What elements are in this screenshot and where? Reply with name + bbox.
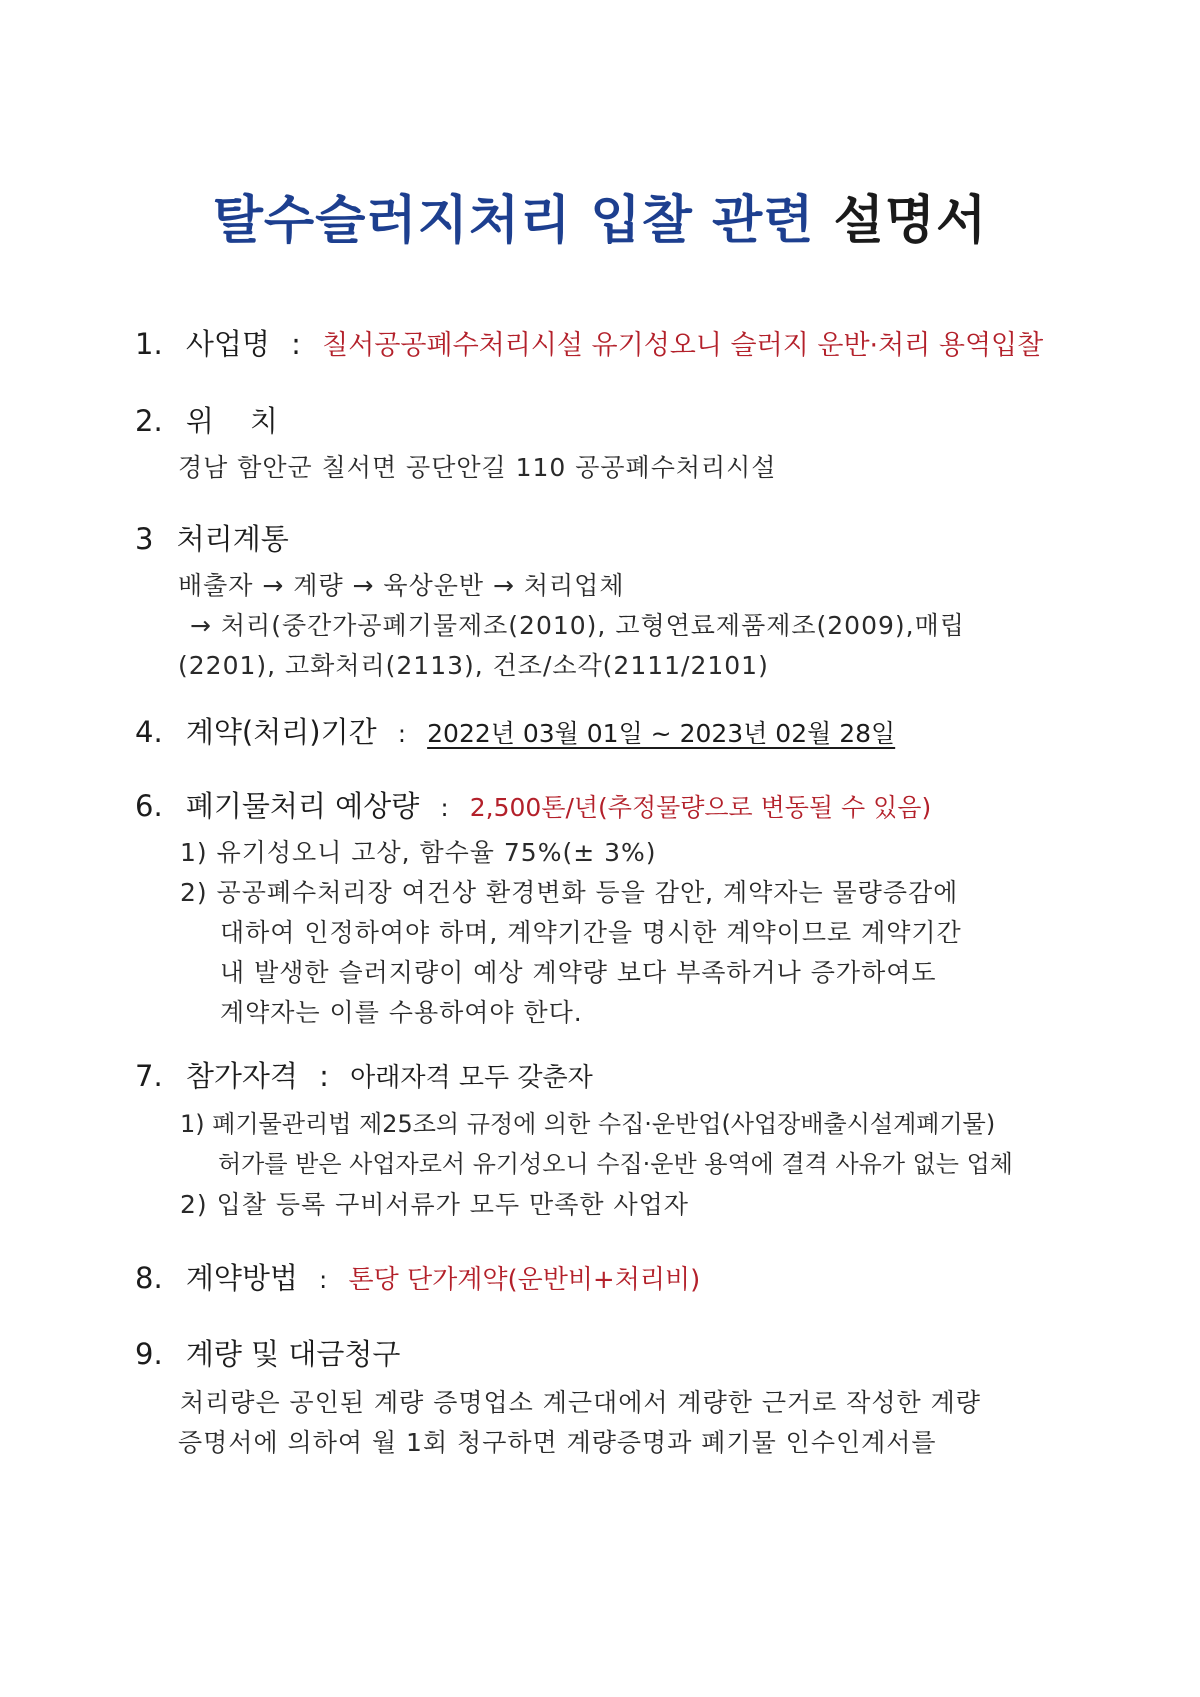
section-number: 9. (135, 1337, 163, 1371)
qualification-value: 아래자격 모두 갖춘자 (350, 1063, 593, 1093)
section-number: 8. (135, 1261, 163, 1295)
section-label: 사업명 (185, 327, 270, 361)
section-number: 3 (135, 522, 154, 556)
paragraph-line: 처리량은 공인된 계량 증명업소 계근대에서 계량한 근거로 작성한 계량 (180, 1388, 981, 1417)
section-number: 2. (135, 404, 163, 438)
section-qualification (135, 1059, 593, 1093)
section-label: 계약방법 (185, 1261, 298, 1295)
section-expected-volume (135, 789, 932, 823)
section-label: 계량 및 대금청구 (185, 1337, 401, 1371)
project-name-value: 칠서공공폐수처리시설 유기성오니 슬러지 운반·처리 용역입찰 (322, 330, 1044, 361)
section-number: 4. (135, 715, 163, 749)
contract-period-value: 2022년 03월 01일 ~ 2023년 02월 28일 (427, 719, 896, 748)
process-flow-line: (2201), 고화처리(2113), 건조/소각(2111/2101) (178, 651, 769, 680)
list-item: 2) 공공폐수처리장 여건상 환경변화 등을 감안, 계약자는 물량증감에 (180, 878, 959, 907)
separator: : (397, 720, 406, 748)
section-label: 폐기물처리 예상량 (185, 789, 420, 823)
paragraph-line: 증명서에 의하여 월 1회 청구하면 계량증명과 폐기물 인수인계서를 (178, 1428, 937, 1457)
separator: : (319, 1266, 328, 1294)
separator: : (440, 794, 449, 822)
section-number: 7. (135, 1059, 163, 1093)
list-item-continuation: 대하여 인정하여야 하며, 계약기간을 명시한 계약이므로 계약기간 (220, 918, 962, 947)
section-weighing-billing (135, 1337, 401, 1371)
section-label: 처리계통 (176, 522, 289, 556)
contract-method-value: 톤당 단가계약(운반비+처리비) (348, 1265, 701, 1295)
title-suffix: 설명서 (833, 191, 988, 251)
location-address: 경남 함안군 칠서면 공단안길 110 공공폐수처리시설 (178, 453, 777, 482)
document-title (0, 178, 1200, 253)
section-contract-period (135, 715, 896, 749)
title-main: 탈수슬러지처리 입찰 관련 (212, 191, 815, 251)
section-contract-method (135, 1261, 701, 1295)
section-number: 1. (135, 327, 163, 361)
list-item-continuation: 허가를 받은 사업자로서 유기성오니 수집·운반 용역에 결격 사유가 없는 업체 (218, 1150, 1013, 1178)
section-label-part: 치 (249, 404, 278, 438)
section-location (135, 404, 278, 438)
section-project-name (135, 327, 1044, 361)
section-label: 계약(처리)기간 (185, 715, 377, 749)
expected-volume-value: 2,500톤/년(추정물량으로 변동될 수 있음) (469, 793, 932, 822)
process-flow-line: → 처리(중간가공폐기물제조(2010), 고형연료제품제조(2009),매립 (190, 611, 965, 640)
separator: : (291, 327, 301, 361)
section-label-part: 위 (185, 404, 214, 438)
list-item: 1) 유기성오니 고상, 함수율 75%(± 3%) (180, 838, 657, 867)
list-item: 1) 폐기물관리법 제25조의 규정에 의한 수집·운반업(사업장배출시설계폐기물) (180, 1110, 996, 1138)
process-flow-line: 배출자 → 계량 → 육상운반 → 처리업체 (178, 571, 625, 600)
separator: : (319, 1059, 329, 1093)
list-item-continuation: 계약자는 이를 수용하여야 한다. (220, 998, 583, 1027)
section-process-flow (135, 522, 289, 556)
section-label: 참가자격 (185, 1059, 298, 1093)
list-item: 2) 입찰 등록 구비서류가 모두 만족한 사업자 (180, 1190, 689, 1219)
list-item-continuation: 내 발생한 슬러지량이 예상 계약량 보다 부족하거나 증가하여도 (220, 958, 937, 987)
section-number: 6. (135, 789, 163, 823)
